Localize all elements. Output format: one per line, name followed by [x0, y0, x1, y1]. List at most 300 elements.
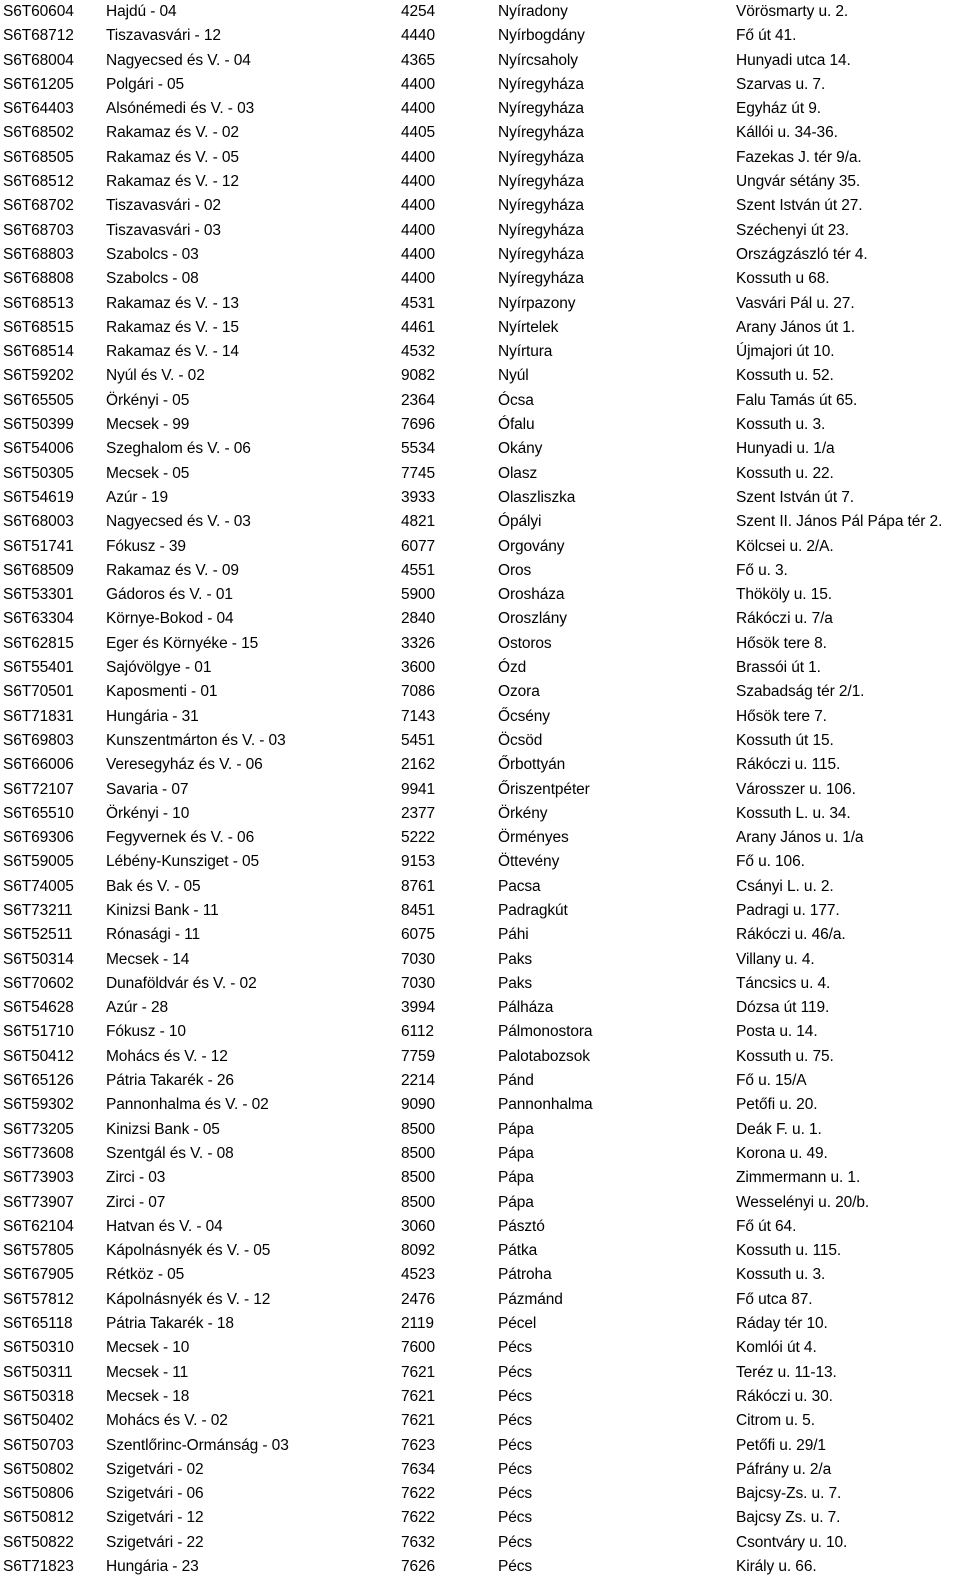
branch-name-cell: Szabolcs - 08 — [106, 270, 199, 288]
table-row — [0, 1288, 960, 1312]
table-row — [0, 1531, 960, 1555]
branch-code-cell: S6T51741 — [3, 537, 74, 555]
table-row — [0, 656, 960, 680]
branch-code-cell: S6T52511 — [3, 926, 73, 944]
postal-code-cell: 4532 — [401, 343, 436, 361]
address-cell: Kölcsei u. 2/A. — [736, 537, 834, 555]
branch-code-cell: S6T50310 — [3, 1339, 74, 1357]
branch-name-cell: Gádoros és V. - 01 — [106, 586, 233, 604]
table-row — [0, 972, 960, 996]
postal-code-cell: 6077 — [401, 537, 436, 555]
branch-name-cell: Örkényi - 10 — [106, 804, 190, 822]
table-row — [0, 1409, 960, 1433]
branch-name-cell: Rakamaz és V. - 13 — [106, 294, 239, 312]
postal-code-cell: 4531 — [401, 294, 436, 312]
branch-code-cell: S6T50318 — [3, 1387, 74, 1405]
address-cell: Arany János u. 1/a — [736, 829, 864, 847]
address-cell: Széchenyi út 23. — [736, 221, 850, 239]
table-row — [0, 486, 960, 510]
table-row — [0, 1361, 960, 1385]
branch-name-cell: Eger és Környéke - 15 — [106, 634, 259, 652]
city-cell: Pápa — [498, 1169, 534, 1187]
city-cell: Nyíregyháza — [498, 245, 584, 263]
branch-code-cell: S6T68509 — [3, 561, 74, 579]
postal-code-cell: 7623 — [401, 1436, 436, 1454]
table-row — [0, 462, 960, 486]
table-row — [0, 1118, 960, 1142]
branch-code-cell: S6T50703 — [3, 1436, 74, 1454]
table-row — [0, 316, 960, 340]
postal-code-cell: 7143 — [401, 707, 436, 725]
branch-code-cell: S6T65126 — [3, 1072, 74, 1090]
branch-code-cell: S6T60604 — [3, 3, 74, 20]
branch-code-cell: S6T68004 — [3, 51, 74, 69]
city-cell: Pécs — [498, 1363, 533, 1381]
table-row — [0, 243, 960, 267]
branch-name-cell: Kápolnásnyék és V. - 12 — [106, 1290, 271, 1308]
postal-code-cell: 7622 — [401, 1485, 436, 1503]
postal-code-cell: 7634 — [401, 1460, 436, 1478]
city-cell: Pálháza — [498, 999, 554, 1017]
branch-code-cell: S6T50806 — [3, 1485, 74, 1503]
table-row — [0, 875, 960, 899]
postal-code-cell: 7621 — [401, 1412, 436, 1430]
branch-code-cell: S6T68703 — [3, 221, 74, 239]
address-cell: Padragi u. 177. — [736, 901, 840, 919]
postal-code-cell: 4405 — [401, 124, 436, 142]
branch-code-cell: S6T55401 — [3, 659, 74, 677]
postal-code-cell: 2119 — [401, 1315, 434, 1333]
address-cell: Bajcsy Zs. u. 7. — [736, 1509, 841, 1527]
table-row — [0, 850, 960, 874]
table-row — [0, 0, 960, 24]
branch-name-cell: Szigetvári - 02 — [106, 1460, 204, 1478]
branch-code-cell: S6T57805 — [3, 1242, 74, 1260]
postal-code-cell: 8500 — [401, 1144, 436, 1162]
address-cell: Szent István út 7. — [736, 488, 854, 506]
city-cell: Pátroha — [498, 1266, 552, 1284]
address-cell: Teréz u. 11-13. — [736, 1363, 837, 1381]
address-cell: Thököly u. 15. — [736, 586, 832, 604]
postal-code-cell: 7621 — [401, 1387, 436, 1405]
city-cell: Pásztó — [498, 1217, 545, 1235]
city-cell: Őrbottyán — [498, 756, 566, 774]
branch-code-cell: S6T68702 — [3, 197, 74, 215]
postal-code-cell: 7621 — [401, 1363, 436, 1381]
branch-name-cell: Zirci - 07 — [106, 1193, 166, 1211]
table-row — [0, 1069, 960, 1093]
postal-code-cell: 2840 — [401, 610, 436, 628]
table-row — [0, 437, 960, 461]
branch-name-cell: Szentgál és V. - 08 — [106, 1144, 234, 1162]
city-cell: Pannonhalma — [498, 1096, 593, 1114]
table-row — [0, 97, 960, 121]
address-cell: Páfrány u. 2/a — [736, 1460, 832, 1478]
postal-code-cell: 4400 — [401, 245, 436, 263]
city-cell: Olaszliszka — [498, 488, 576, 506]
postal-code-cell: 4400 — [401, 148, 436, 166]
postal-code-cell: 7626 — [401, 1558, 436, 1575]
branch-name-cell: Sajóvölgye - 01 — [106, 659, 212, 677]
table-row — [0, 1020, 960, 1044]
address-cell: Szent II. János Pál Pápa tér 2. — [736, 513, 943, 531]
city-cell: Palotabozsok — [498, 1047, 590, 1065]
branch-code-cell: S6T68803 — [3, 245, 74, 263]
address-cell: Vasvári Pál u. 27. — [736, 294, 855, 312]
address-cell: Szent István út 27. — [736, 197, 863, 215]
postal-code-cell: 2476 — [401, 1290, 436, 1308]
branch-name-cell: Rétköz - 05 — [106, 1266, 185, 1284]
branch-name-cell: Szabolcs - 03 — [106, 245, 199, 263]
postal-code-cell: 4461 — [401, 318, 436, 336]
branch-name-cell: Mecsek - 10 — [106, 1339, 190, 1357]
address-cell: Kossuth u. 3. — [736, 416, 826, 434]
branch-name-cell: Hungária - 31 — [106, 707, 199, 725]
postal-code-cell: 8451 — [401, 901, 436, 919]
address-cell: Dózsa út 119. — [736, 999, 830, 1017]
branch-name-cell: Mecsek - 14 — [106, 950, 190, 968]
branch-code-cell: S6T50402 — [3, 1412, 74, 1430]
branch-name-cell: Rakamaz és V. - 14 — [106, 343, 239, 361]
city-cell: Ostoros — [498, 634, 552, 652]
branch-code-cell: S6T64403 — [3, 100, 74, 118]
branch-name-cell: Nagyecsed és V. - 03 — [106, 513, 251, 531]
city-cell: Nyíregyháza — [498, 197, 584, 215]
table-row — [0, 1385, 960, 1409]
address-cell: Petőfi u. 20. — [736, 1096, 818, 1114]
branch-name-cell: Dunaföldvár és V. - 02 — [106, 974, 257, 992]
branch-name-cell: Fókusz - 10 — [106, 1023, 186, 1041]
postal-code-cell: 4523 — [401, 1266, 436, 1284]
address-cell: Fő út 41. — [736, 27, 797, 45]
postal-code-cell: 9941 — [401, 780, 436, 798]
table-row — [0, 1458, 960, 1482]
city-cell: Nyúl — [498, 367, 529, 385]
city-cell: Ócsa — [498, 391, 534, 409]
postal-code-cell: 4254 — [401, 3, 436, 20]
address-cell: Ráday tér 10. — [736, 1315, 828, 1333]
branch-code-cell: S6T50822 — [3, 1533, 74, 1551]
postal-code-cell: 7030 — [401, 974, 436, 992]
address-cell: Fő u. 15/A — [736, 1072, 807, 1090]
city-cell: Pécs — [498, 1485, 533, 1503]
table-row — [0, 923, 960, 947]
city-cell: Nyírtelek — [498, 318, 559, 336]
table-row — [0, 1045, 960, 1069]
branch-name-cell: Rakamaz és V. - 09 — [106, 561, 239, 579]
postal-code-cell: 4400 — [401, 270, 436, 288]
city-cell: Nyíregyháza — [498, 124, 584, 142]
address-cell: Szabadság tér 2/1. — [736, 683, 865, 701]
table-row — [0, 170, 960, 194]
city-cell: Pázmánd — [498, 1290, 563, 1308]
postal-code-cell: 4365 — [401, 51, 436, 69]
branch-code-cell: S6T71823 — [3, 1558, 74, 1575]
address-cell: Csányi L. u. 2. — [736, 877, 834, 895]
postal-code-cell: 9090 — [401, 1096, 436, 1114]
branch-name-cell: Mecsek - 18 — [106, 1387, 190, 1405]
branch-code-cell: S6T68514 — [3, 343, 74, 361]
branch-name-cell: Azúr - 28 — [106, 999, 168, 1017]
postal-code-cell: 8092 — [401, 1242, 436, 1260]
city-cell: Padragkút — [498, 901, 568, 919]
city-cell: Pécs — [498, 1339, 533, 1357]
branch-name-cell: Kinizsi Bank - 05 — [106, 1120, 220, 1138]
address-cell: Kossuth u. 52. — [736, 367, 834, 385]
branch-code-cell: S6T53301 — [3, 586, 74, 604]
branch-code-cell: S6T61205 — [3, 75, 74, 93]
address-cell: Arany János út 1. — [736, 318, 855, 336]
table-row — [0, 1215, 960, 1239]
branch-name-cell: Hatvan és V. - 04 — [106, 1217, 223, 1235]
address-cell: Fazekas J. tér 9/a. — [736, 148, 862, 166]
postal-code-cell: 4551 — [401, 561, 436, 579]
branch-code-cell: S6T51710 — [3, 1023, 74, 1041]
city-cell: Örményes — [498, 829, 569, 847]
address-cell: Falu Tamás út 65. — [736, 391, 858, 409]
table-row — [0, 219, 960, 243]
address-cell: Rákóczi u. 46/a. — [736, 926, 846, 944]
branch-code-cell: S6T50305 — [3, 464, 74, 482]
branch-code-cell: S6T74005 — [3, 877, 74, 895]
branch-name-cell: Nagyecsed és V. - 04 — [106, 51, 251, 69]
branch-code-cell: S6T70501 — [3, 683, 74, 701]
branch-name-cell: Rakamaz és V. - 15 — [106, 318, 239, 336]
table-row — [0, 583, 960, 607]
postal-code-cell: 4400 — [401, 221, 436, 239]
postal-code-cell: 2364 — [401, 391, 436, 409]
branch-code-cell: S6T71831 — [3, 707, 74, 725]
postal-code-cell: 7622 — [401, 1509, 436, 1527]
postal-code-cell: 8761 — [401, 877, 436, 895]
postal-code-cell: 5451 — [401, 731, 436, 749]
branch-name-cell: Pannonhalma és V. - 02 — [106, 1096, 269, 1114]
branch-name-cell: Fókusz - 39 — [106, 537, 186, 555]
branch-name-cell: Savaria - 07 — [106, 780, 189, 798]
address-cell: Hunyadi u. 1/a — [736, 440, 835, 458]
branch-name-cell: Mohács és V. - 12 — [106, 1047, 228, 1065]
postal-code-cell: 7030 — [401, 950, 436, 968]
branch-code-cell: S6T65505 — [3, 391, 74, 409]
branch-code-cell: S6T65510 — [3, 804, 74, 822]
branch-code-cell: S6T63304 — [3, 610, 74, 628]
address-cell: Kállói u. 34-36. — [736, 124, 838, 142]
postal-code-cell: 4400 — [401, 197, 436, 215]
table-row — [0, 705, 960, 729]
table-row — [0, 680, 960, 704]
branch-name-cell: Nyúl és V. - 02 — [106, 367, 205, 385]
table-row — [0, 535, 960, 559]
postal-code-cell: 5900 — [401, 586, 436, 604]
branch-code-cell: S6T68515 — [3, 318, 74, 336]
address-cell: Hunyadi utca 14. — [736, 51, 851, 69]
address-cell: Csontváry u. 10. — [736, 1533, 848, 1551]
address-cell: Hősök tere 8. — [736, 634, 827, 652]
address-cell: Újmajori út 10. — [736, 343, 835, 361]
city-cell: Ópályi — [498, 513, 542, 531]
city-cell: Őriszentpéter — [498, 780, 590, 798]
branch-name-cell: Bak és V. - 05 — [106, 877, 201, 895]
address-cell: Rákóczi u. 115. — [736, 756, 841, 774]
table-row — [0, 267, 960, 291]
table-row — [0, 413, 960, 437]
city-cell: Nyíregyháza — [498, 100, 584, 118]
branch-code-cell: S6T65118 — [3, 1315, 73, 1333]
address-cell: Ungvár sétány 35. — [736, 173, 861, 191]
city-cell: Ózd — [498, 659, 527, 677]
branch-code-cell: S6T69306 — [3, 829, 74, 847]
address-cell: Deák F. u. 1. — [736, 1120, 822, 1138]
address-cell: Vörösmarty u. 2. — [736, 3, 849, 20]
city-cell: Nyíregyháza — [498, 75, 584, 93]
table-row — [0, 778, 960, 802]
postal-code-cell: 8500 — [401, 1193, 436, 1211]
address-cell: Kossuth u. 3. — [736, 1266, 826, 1284]
branch-code-cell: S6T67905 — [3, 1266, 74, 1284]
table-row — [0, 1263, 960, 1287]
city-cell: Pánd — [498, 1072, 534, 1090]
city-cell: Nyírtura — [498, 343, 553, 361]
table-row — [0, 1434, 960, 1458]
branch-name-cell: Tiszavasvári - 03 — [106, 221, 221, 239]
address-cell: Fő út 64. — [736, 1217, 797, 1235]
city-cell: Nyírbogdány — [498, 27, 585, 45]
city-cell: Nyíregyháza — [498, 148, 584, 166]
city-cell: Olasz — [498, 464, 538, 482]
city-cell: Pátka — [498, 1242, 538, 1260]
postal-code-cell: 7745 — [401, 464, 436, 482]
city-cell: Paks — [498, 974, 533, 992]
postal-code-cell: 7759 — [401, 1047, 436, 1065]
address-cell: Kossuth u 68. — [736, 270, 830, 288]
branch-name-cell: Lébény-Kunsziget - 05 — [106, 853, 259, 871]
postal-code-cell: 3060 — [401, 1217, 436, 1235]
city-cell: Pécs — [498, 1387, 533, 1405]
address-cell: Kossuth u. 75. — [736, 1047, 834, 1065]
postal-code-cell: 4400 — [401, 75, 436, 93]
postal-code-cell: 7086 — [401, 683, 436, 701]
city-cell: Őcsény — [498, 707, 550, 725]
city-cell: Nyíregyháza — [498, 221, 584, 239]
postal-code-cell: 9153 — [401, 853, 436, 871]
table-row — [0, 753, 960, 777]
branch-code-cell: S6T69803 — [3, 731, 74, 749]
city-cell: Orgovány — [498, 537, 565, 555]
city-cell: Örkény — [498, 804, 548, 822]
postal-code-cell: 5222 — [401, 829, 436, 847]
branch-code-cell: S6T70602 — [3, 974, 74, 992]
branch-code-cell: S6T73205 — [3, 1120, 74, 1138]
branch-code-cell: S6T50802 — [3, 1460, 74, 1478]
postal-code-cell: 8500 — [401, 1120, 436, 1138]
branch-name-cell: Veresegyház és V. - 06 — [106, 756, 263, 774]
branch-name-cell: Tiszavasvári - 02 — [106, 197, 221, 215]
branch-name-cell: Azúr - 19 — [106, 488, 168, 506]
table-row — [0, 24, 960, 48]
branch-code-cell: S6T73608 — [3, 1144, 74, 1162]
city-cell: Páhi — [498, 926, 529, 944]
city-cell: Pécs — [498, 1533, 533, 1551]
postal-code-cell: 7600 — [401, 1339, 436, 1357]
address-cell: Hősök tere 7. — [736, 707, 827, 725]
postal-code-cell: 4821 — [401, 513, 436, 531]
branch-name-cell: Alsónémedi és V. - 03 — [106, 100, 255, 118]
city-cell: Pécel — [498, 1315, 537, 1333]
city-cell: Oroszlány — [498, 610, 567, 628]
table-row — [0, 1506, 960, 1530]
address-cell: Országzászló tér 4. — [736, 245, 868, 263]
address-cell: Bajcsy-Zs. u. 7. — [736, 1485, 842, 1503]
address-cell: Brassói út 1. — [736, 659, 821, 677]
branch-name-cell: Mecsek - 11 — [106, 1363, 189, 1381]
table-row — [0, 194, 960, 218]
branch-code-cell: S6T50399 — [3, 416, 74, 434]
branch-code-cell: S6T73903 — [3, 1169, 74, 1187]
address-cell: Fő utca 87. — [736, 1290, 813, 1308]
address-cell: Korona u. 49. — [736, 1144, 828, 1162]
branch-code-cell: S6T68505 — [3, 148, 74, 166]
branch-code-cell: S6T50311 — [3, 1363, 73, 1381]
branch-name-cell: Rakamaz és V. - 02 — [106, 124, 239, 142]
branch-name-cell: Szigetvári - 22 — [106, 1533, 204, 1551]
table-row — [0, 559, 960, 583]
table-row — [0, 146, 960, 170]
city-cell: Paks — [498, 950, 533, 968]
table-row — [0, 802, 960, 826]
table-row — [0, 996, 960, 1020]
branch-code-cell: S6T50412 — [3, 1047, 74, 1065]
table-row — [0, 607, 960, 631]
address-cell: Király u. 66. — [736, 1558, 817, 1575]
branch-name-cell: Zirci - 03 — [106, 1169, 166, 1187]
city-cell: Ófalu — [498, 416, 535, 434]
postal-code-cell: 4440 — [401, 27, 436, 45]
address-cell: Kossuth L. u. 34. — [736, 804, 851, 822]
address-cell: Városszer u. 106. — [736, 780, 856, 798]
city-cell: Ozora — [498, 683, 540, 701]
branch-code-cell: S6T68808 — [3, 270, 74, 288]
table-row — [0, 948, 960, 972]
branch-code-cell: S6T73907 — [3, 1193, 74, 1211]
postal-code-cell: 3994 — [401, 999, 436, 1017]
table-row — [0, 49, 960, 73]
city-cell: Pécs — [498, 1412, 533, 1430]
branch-name-cell: Szentlőrinc-Ormánság - 03 — [106, 1436, 289, 1454]
branch-code-cell: S6T62815 — [3, 634, 74, 652]
city-cell: Pacsa — [498, 877, 541, 895]
branch-name-cell: Pátria Takarék - 26 — [106, 1072, 234, 1090]
address-cell: Zimmermann u. 1. — [736, 1169, 861, 1187]
city-cell: Öcsöd — [498, 731, 543, 749]
branch-name-cell: Rakamaz és V. - 05 — [106, 148, 239, 166]
branch-code-cell: S6T50314 — [3, 950, 74, 968]
city-cell: Pécs — [498, 1460, 533, 1478]
branch-name-cell: Hungária - 23 — [106, 1558, 199, 1575]
branch-name-cell: Szeghalom és V. - 06 — [106, 440, 251, 458]
table-row — [0, 729, 960, 753]
address-cell: Komlói út 4. — [736, 1339, 817, 1357]
table-row — [0, 1142, 960, 1166]
branch-name-cell: Polgári - 05 — [106, 75, 185, 93]
branch-code-cell: S6T59302 — [3, 1096, 74, 1114]
table-row — [0, 826, 960, 850]
branch-code-cell: S6T73211 — [3, 901, 73, 919]
table-row — [0, 899, 960, 923]
city-cell: Pápa — [498, 1120, 534, 1138]
branch-code-cell: S6T50812 — [3, 1509, 74, 1527]
branch-code-cell: S6T68512 — [3, 173, 74, 191]
postal-code-cell: 4400 — [401, 100, 436, 118]
